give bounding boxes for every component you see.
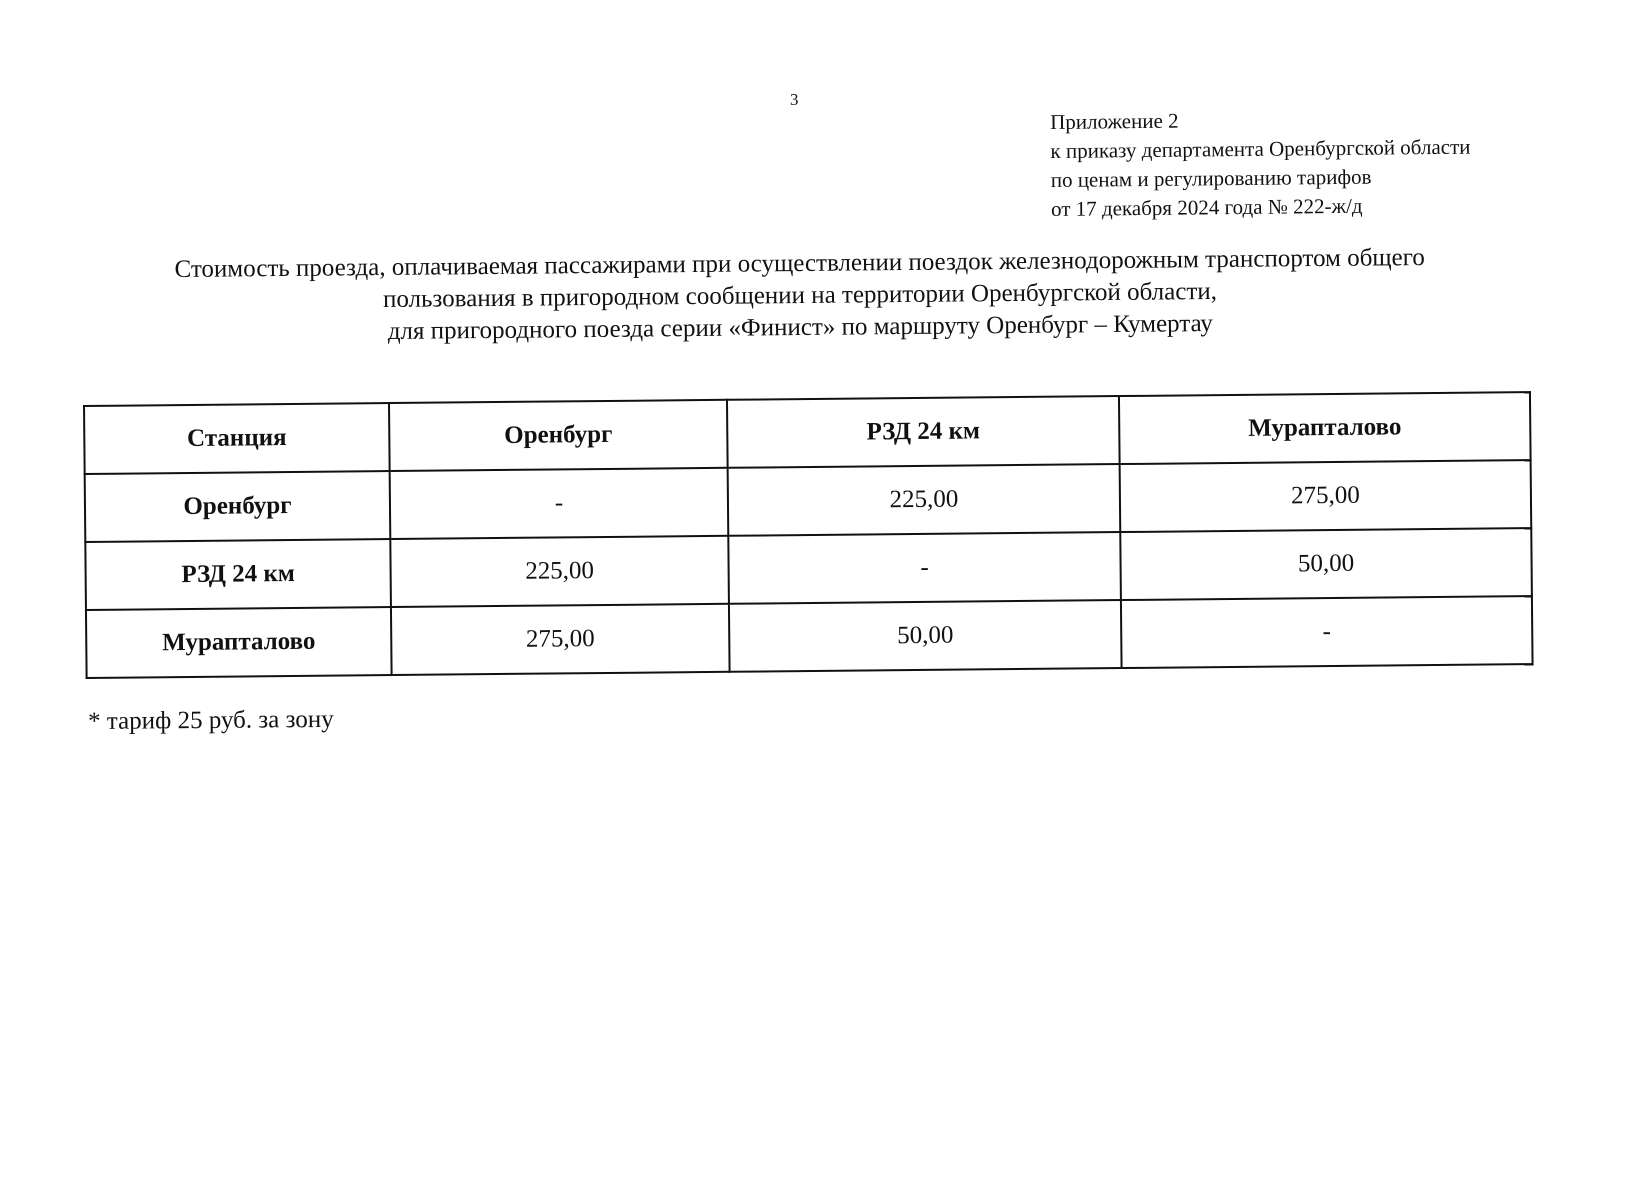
title-line-2: пользования в пригородном сообщении на территории Оренбургской области, bbox=[382, 277, 1218, 314]
header-orenburg: Оренбург bbox=[389, 400, 728, 471]
header-station: Станция bbox=[84, 403, 390, 474]
table-cell: - bbox=[1121, 596, 1533, 668]
title-line-3: для пригородного поезда серии «Финист» по маршруту Оренбург – Кумертау bbox=[387, 310, 1213, 345]
fare-table bbox=[83, 391, 1534, 679]
table-cell: 225,00 bbox=[728, 464, 1121, 536]
tariff-note: * тариф 25 руб. за зону bbox=[88, 705, 334, 735]
row-station: РЗД 24 км bbox=[85, 539, 391, 610]
header-rzd-24-km: РЗД 24 км bbox=[727, 396, 1120, 468]
appendix-line-4: от 17 декабря 2024 года № 222-ж/д bbox=[1050, 193, 1363, 221]
table-cell: 50,00 bbox=[1120, 528, 1532, 600]
row-station: Мурапталово bbox=[86, 607, 392, 678]
header-muraptalovo: Мурапталово bbox=[1119, 392, 1531, 464]
appendix-line-1: Приложение 2 bbox=[1050, 108, 1179, 134]
table-cell: 275,00 bbox=[391, 604, 730, 675]
table-cell: - bbox=[390, 468, 729, 539]
table-cell: 275,00 bbox=[1120, 460, 1532, 532]
table-row bbox=[86, 596, 1533, 678]
appendix-line-2: к приказу департамента Оренбургской области bbox=[1050, 134, 1471, 163]
document-title bbox=[90, 241, 1511, 351]
table-cell: 50,00 bbox=[729, 600, 1122, 672]
table-cell: - bbox=[728, 532, 1121, 604]
title-line-1: Стоимость проезда, оплачиваемая пассажирами при осуществлении поездок железнодорожным транспортом общего bbox=[174, 244, 1425, 284]
page-number: 3 bbox=[790, 90, 799, 109]
table-cell: 225,00 bbox=[390, 536, 729, 607]
fare-table-wrapper bbox=[83, 391, 1534, 679]
appendix-block bbox=[1050, 104, 1471, 224]
row-station: Оренбург bbox=[85, 471, 391, 542]
appendix-line-3: по ценам и регулированию тарифов bbox=[1050, 164, 1372, 192]
